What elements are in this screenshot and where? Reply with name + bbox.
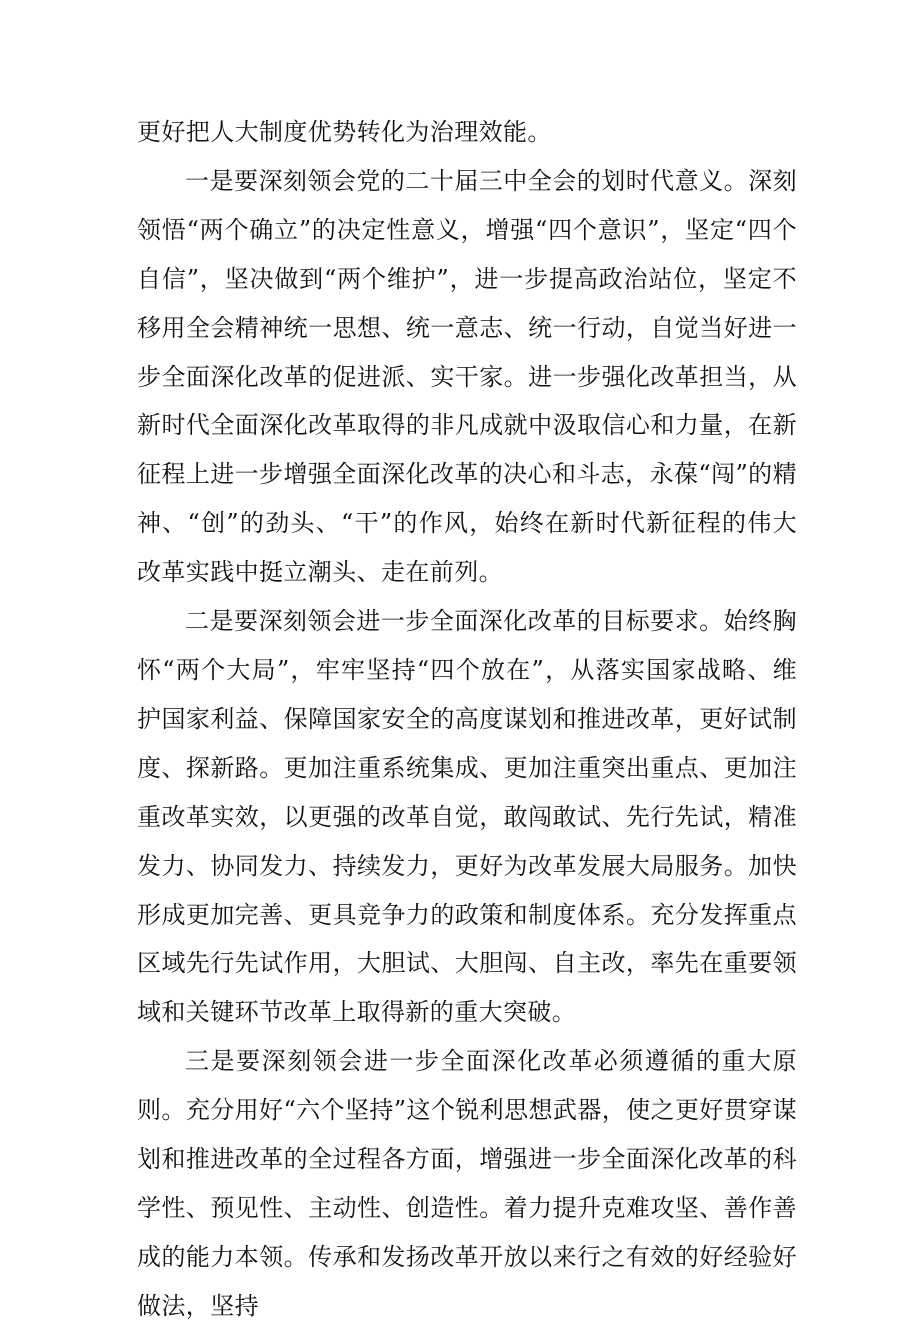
document-body	[137, 108, 797, 1331]
paragraph-point-one: 一是要深刻领会党的二十届三中全会的划时代意义。深刻领悟“两个确立”的决定性意义，增强“四个意识”，坚定“四个自信”，坚决做到“两个维护”，进一步提高政治站位，坚定不移用全会精神统一思想、统一意志、统一行动，自觉当好进一步全面深化改革的促进派、实干家。进一步强化改革担当，从新时代全面深化改革取得的非凡成就中汲取信心和力量，在新征程上进一步增强全面深化改革的决心和斗志，永葆“闯”的精神、“创”的劲头、“干”的作风，始终在新时代新征程的伟大改革实践中挺立潮头、走在前列。	[137, 166, 797, 587]
paragraph-point-two: 二是要深刻领会进一步全面深化改革的目标要求。始终胸怀“两个大局”，牢牢坚持“四个放在”，从落实国家战略、维护国家利益、保障国家安全的高度谋划和推进改革，更好试制度、探新路。更加注重系统集成、更加注重突出重点、更加注重改革实效，以更强的改革自觉，敢闯敢试、先行先试，精准发力、协同发力、持续发力，更好为改革发展大局服务。加快形成更加完善、更具竞争力的政策和制度体系。充分发挥重点区域先行先试作用，大胆试、大胆闯、自主改，率先在重要领域和关键环节改革上取得新的重大突破。	[137, 607, 797, 1027]
paragraph-point-three: 三是要深刻领会进一步全面深化改革必须遵循的重大原则。充分用好“六个坚持”这个锐利思想武器，使之更好贯穿谋划和推进改革的全过程各方面，增强进一步全面深化改革的科学性、预见性、主动性、创造性。着力提升克难攻坚、善作善成的能力本领。传承和发扬改革开放以来行之有效的好经验好做法，坚持	[137, 1047, 797, 1320]
paragraph-continuation: 更好把人大制度优势转化为治理效能。	[137, 118, 552, 146]
